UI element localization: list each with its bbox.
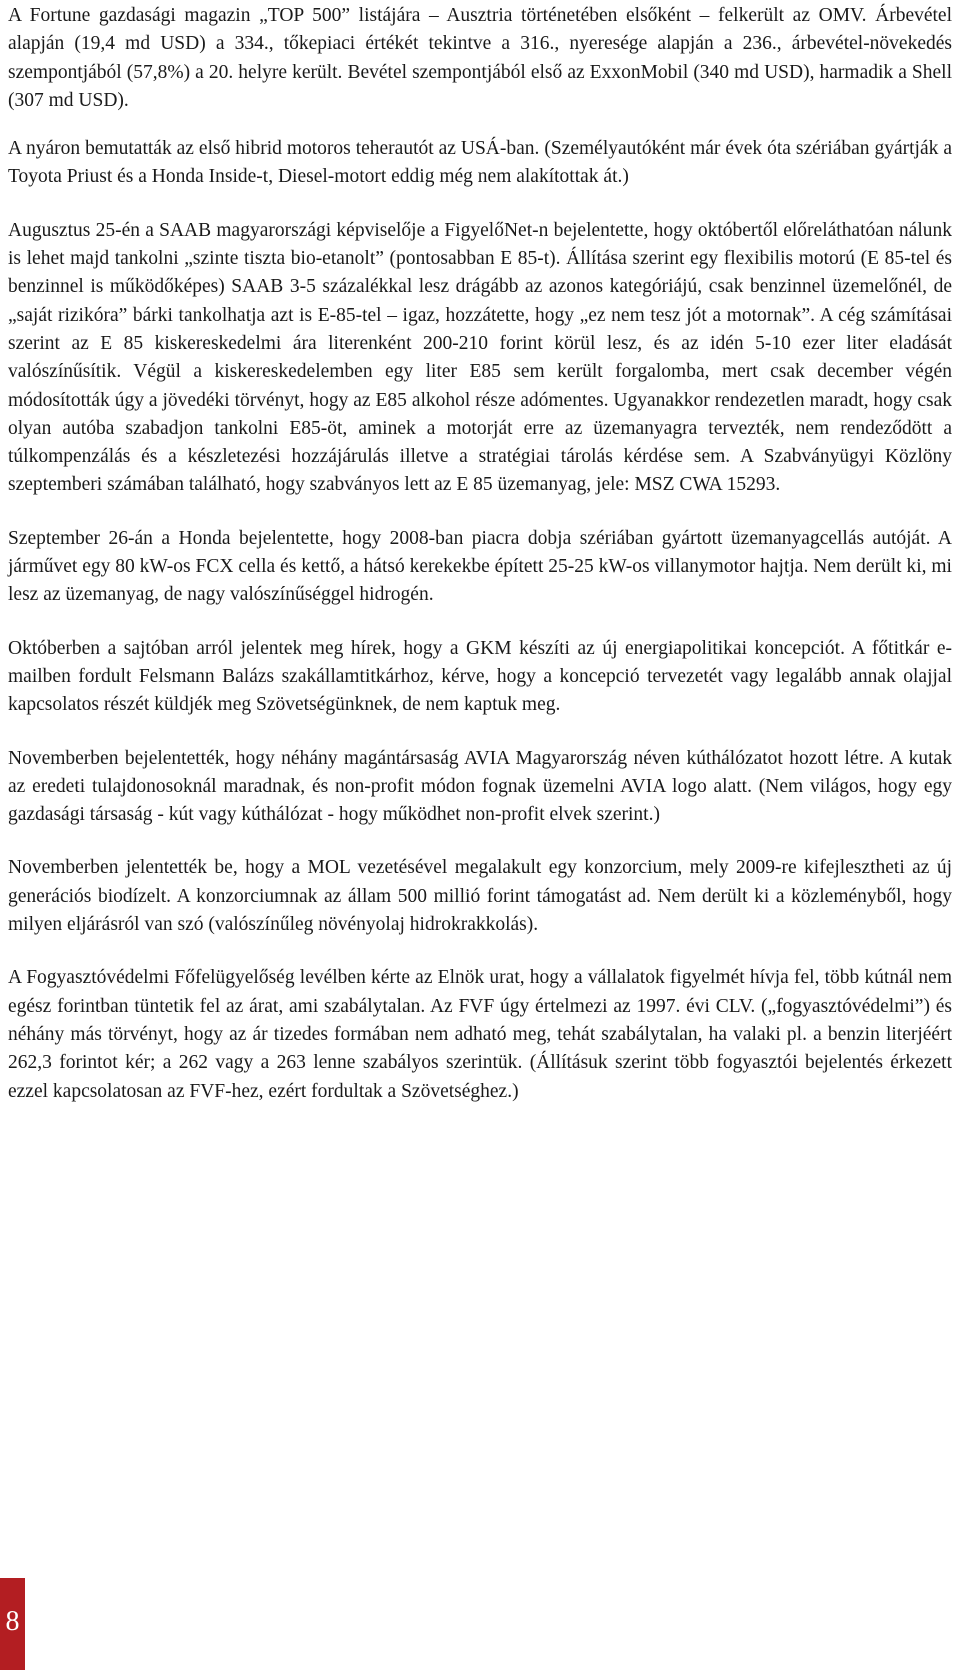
- text-span: Novemberben bejelentették, hogy néhány magántársaság AVIA Magyarország néven kúthálózatot hozott létre.: [8, 747, 890, 769]
- paragraph-avia-network: [8, 745, 952, 830]
- text-span: A nyáron bemutatták az első hibrid motoros teherautót az USÁ-ban.: [8, 138, 545, 160]
- document-body: [8, 2, 952, 1131]
- paragraph-saab-e85: [8, 217, 952, 500]
- paragraph-consumer-protection: [8, 964, 952, 1105]
- text-span: Nem derült ki, mi lesz az üzemanyag, de nagy valószínűséggel hidrogén.: [8, 556, 952, 606]
- text-span: Szeptember 26-án a Honda bejelentette, hogy 2008-ban piacra dobja szériában gyártott üzemanyagcellás autóját.: [8, 527, 938, 549]
- text-span: Állítása szerint egy flexibilis motorú (E 85-tel és benzinnel is működőképes) SAAB 3-5 százalékkal lesz drágább az azonos kategóriájú, csak benzinnel üzemelőnél, de „saját rizikóra” bárki tankolhatja azt is E-85-tel – igaz, hozzátette, hogy „ez nem tesz jót a motornak”.: [8, 248, 952, 326]
- text-span: A járművet egy 80 kW-os FCX cella és kettő, a hátsó kerekekbe épített 25-25 kW-os villanymotor hajtja.: [8, 527, 952, 578]
- paragraph-gkm-energy-policy: [8, 635, 952, 720]
- text-span: Bevétel szempontjából első az ExxonMobil (340 md USD), harmadik a Shell (307 md USD).: [8, 61, 952, 111]
- text-span: Végül a kiskereskedelemben egy liter E85 sem került forgalomba, mert csak december végén módosították úgy a jövedéki törvényt, hogy az E85 alkohol része adómentes.: [8, 361, 952, 411]
- text-span: (Állításuk szerint több fogyasztói bejelentés érkezett ezzel kapcsolatosan az FVF-hez, ezért fordultak a Szövetséghez.): [8, 1052, 952, 1102]
- text-span: Októberben a sajtóban arról jelentek meg hírek, hogy a GKM készíti az új energiapolitikai koncepciót.: [8, 637, 852, 659]
- page-number-tab: 8: [0, 1578, 25, 1670]
- text-span: (Személyautóként már évek óta szériában gyártják a Toyota Priust és a Honda Inside-t, Diesel-motort eddig még nem alakítottak át.): [8, 138, 952, 188]
- text-span: Nem derült ki a közleményből, hogy milyen eljárásról van szó (valószínűleg növényolaj hidrokrakkolás).: [8, 885, 953, 936]
- paragraph-mol-biodiesel: [8, 854, 952, 939]
- text-span: (Nem világos, hogy egy gazdasági társaság - kút vagy kúthálózat - hogy működhet non-profit elvek szerint.): [8, 775, 952, 826]
- text-span: A kutak az eredeti tulajdonosoknál maradnak, és non-profit módon fognak üzemelni AVIA logo alatt.: [8, 747, 952, 797]
- paragraph-honda-fuel-cell: [8, 525, 952, 610]
- text-span: A cég számításai szerint az E 85 kiskereskedelmi ára literenként 200-210 forint körül lesz, és az idén 5-10 ezer liter eladását valószínűsítik.: [8, 304, 952, 383]
- text-span: A Fogyasztóvédelmi Főfelügyelőség levélben kérte az Elnök urat, hogy a vállalatok figyelmét hívja fel, több kútnál nem egész forintban tüntetik fel az árat, ami szabálytalan.: [8, 967, 952, 1017]
- text-span: A Szabványügyi Közlöny szeptemberi számában található, hogy szabványos lett az E 85 üzemanyag, jele: MSZ CWA 15293.: [8, 446, 953, 496]
- text-span: Ugyanakkor rendezetlen maradt, hogy csak olyan autóba szabadjon tankolni E85-öt, aminek a motorját erre az üzemanyagra tervezték, nem rendeződött a túlkompenzálás és a készletezési hozzájárulás illetve a stratégiai tárolás kérdése sem.: [8, 389, 952, 468]
- text-span: A Fortune gazdasági magazin „TOP 500” listájára – Ausztria történetében elsőként – felkerült az OMV. Árbevétel alapján (19,4 md USD) a 334., tőkepiaci értékét tekintve a 316., nyeresége alapján a 236., árbevétel-növekedés szempontjából (57,8%) a 20. helyre került.: [8, 5, 952, 83]
- text-span: Augusztus 25-én a SAAB magyarországi képviselője a FigyelőNet-n bejelentette, hogy októbertől előreláthatóan nálunk is lehet majd tankolni „szinte tiszta bio-etanolt” (pontosabban E 85-t).: [8, 219, 952, 270]
- paragraph-fortune-omv: [8, 2, 952, 115]
- text-span: Az FVF úgy értelmezi az 1997. évi CLV. („fogyasztóvédelmi”) és néhány más törvényt, hogy az ár tizedes formában nem adható meg, tehát szabálytalan, ha valaki pl. a benzin literjéért 262,3 forintot kér; a 262 vagy a 263 lenne szabályos szerintük.: [8, 995, 952, 1074]
- text-span: A főtitkár e-mailben fordult Felsmann Balázs szakállamtitkárhoz, kérve, hogy a koncepció tervezetét vagy legalább annak olajjal kapcsolatos részét küldjék meg Szövetségünknek, de nem kaptuk meg.: [8, 637, 952, 716]
- paragraph-hybrid-truck: [8, 135, 952, 192]
- text-span: Novemberben jelentették be, hogy a MOL vezetésével megalakult egy konzorcium, mely 2009-re kifejlesztheti az új generációs biodízelt.: [8, 857, 952, 907]
- text-span: A konzorciumnak az állam 500 millió forint támogatást ad.: [176, 885, 658, 907]
